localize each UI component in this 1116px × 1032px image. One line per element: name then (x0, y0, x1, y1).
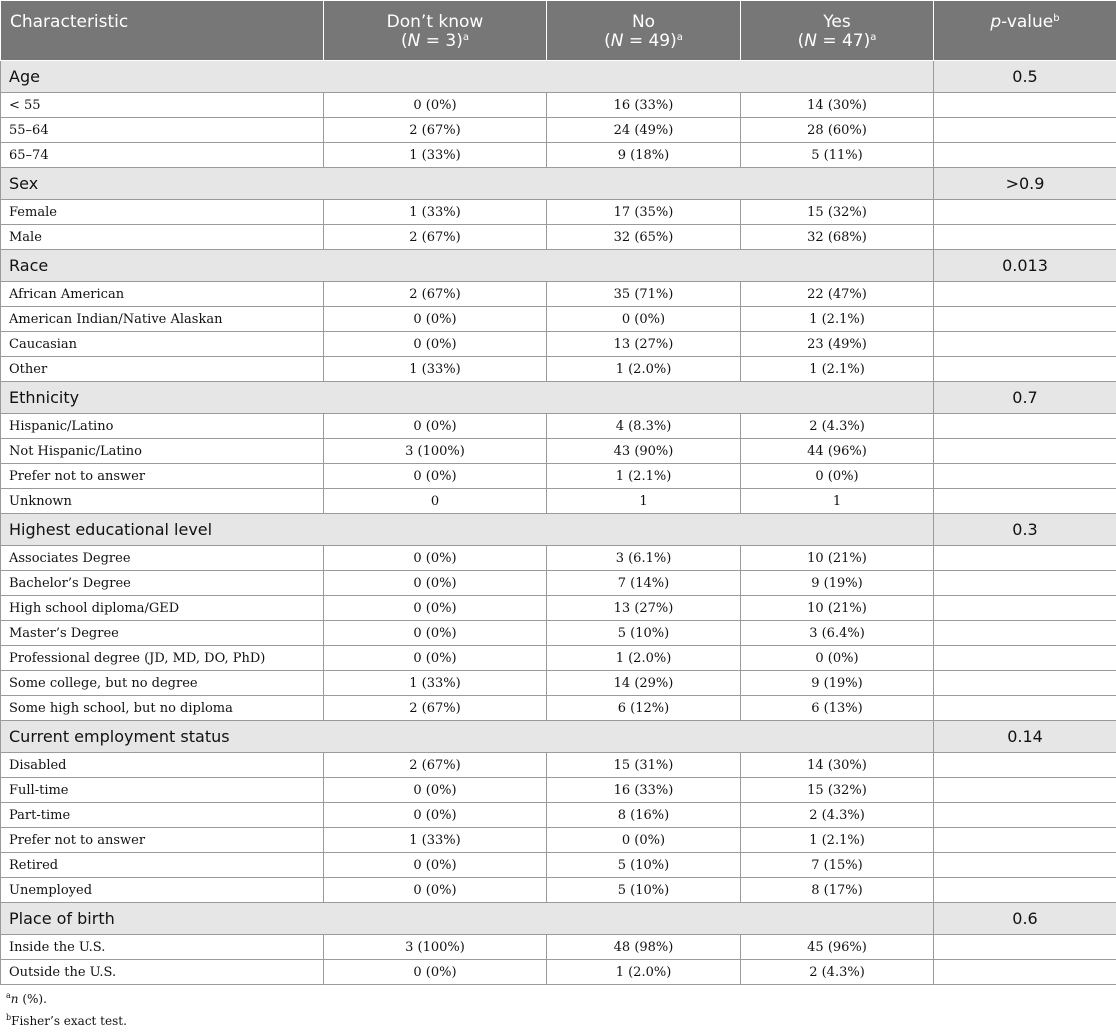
group-label: Place of birth (1, 903, 934, 935)
cell-dont-know: 3 (100%) (324, 439, 547, 464)
cell-yes: 2 (4.3%) (741, 414, 934, 439)
table-row (1, 596, 1116, 621)
footnote-b: $^b$Fisher’s exact test. (6, 1010, 127, 1032)
table-row (1, 696, 1116, 721)
cell-dont-know: 0 (0%) (324, 307, 547, 332)
cell-yes: 2 (4.3%) (741, 960, 934, 985)
footnotes (6, 988, 127, 1032)
header-no: No (N = 49)$^a$ (547, 1, 741, 61)
row-label: Other (1, 357, 324, 382)
table-row (1, 571, 1116, 596)
group-label: Sex (1, 168, 934, 200)
cell-dont-know: 0 (0%) (324, 93, 547, 118)
cell-yes: 14 (30%) (741, 93, 934, 118)
row-label: Prefer not to answer (1, 464, 324, 489)
cell-no: 15 (31%) (547, 753, 741, 778)
cell-yes: 8 (17%) (741, 878, 934, 903)
cell-dont-know: 0 (0%) (324, 596, 547, 621)
cell-yes: 9 (19%) (741, 571, 934, 596)
cell-yes: 1 (2.1%) (741, 357, 934, 382)
group-p-value: 0.6 (934, 903, 1116, 935)
table-row (1, 489, 1116, 514)
table-row (1, 828, 1116, 853)
table-row (1, 853, 1116, 878)
cell-dont-know: 0 (0%) (324, 646, 547, 671)
cell-dont-know: 0 (0%) (324, 621, 547, 646)
table-row (1, 935, 1116, 960)
cell-yes: 14 (30%) (741, 753, 934, 778)
cell-dont-know: 0 (0%) (324, 960, 547, 985)
row-label: African American (1, 282, 324, 307)
cell-p-value-empty (934, 439, 1116, 464)
cell-yes: 22 (47%) (741, 282, 934, 307)
cell-yes: 15 (32%) (741, 200, 934, 225)
table-row (1, 960, 1116, 985)
table-row (1, 803, 1116, 828)
cell-dont-know: 1 (33%) (324, 828, 547, 853)
row-label: 65–74 (1, 143, 324, 168)
cell-p-value-empty (934, 143, 1116, 168)
cell-p-value-empty (934, 778, 1116, 803)
group-row (1, 382, 1116, 414)
table-row (1, 307, 1116, 332)
cell-p-value-empty (934, 960, 1116, 985)
cell-no: 4 (8.3%) (547, 414, 741, 439)
cell-p-value-empty (934, 596, 1116, 621)
cell-dont-know: 1 (33%) (324, 143, 547, 168)
cell-yes: 9 (19%) (741, 671, 934, 696)
cell-dont-know: 2 (67%) (324, 282, 547, 307)
row-label: Some high school, but no diploma (1, 696, 324, 721)
group-label: Highest educational level (1, 514, 934, 546)
cell-p-value-empty (934, 225, 1116, 250)
cell-p-value-empty (934, 935, 1116, 960)
cell-p-value-empty (934, 646, 1116, 671)
cell-no: 5 (10%) (547, 853, 741, 878)
cell-p-value-empty (934, 878, 1116, 903)
cell-no: 17 (35%) (547, 200, 741, 225)
row-label: 55–64 (1, 118, 324, 143)
group-p-value: 0.3 (934, 514, 1116, 546)
cell-no: 1 (2.0%) (547, 960, 741, 985)
table-row (1, 753, 1116, 778)
cell-dont-know: 0 (0%) (324, 414, 547, 439)
cell-dont-know: 2 (67%) (324, 118, 547, 143)
cell-no: 32 (65%) (547, 225, 741, 250)
header-dont-know: Don’t know (N = 3)$^a$ (324, 1, 547, 61)
group-row (1, 61, 1116, 93)
cell-no: 16 (33%) (547, 778, 741, 803)
table-row (1, 200, 1116, 225)
cell-dont-know: 0 (0%) (324, 546, 547, 571)
cell-dont-know: 2 (67%) (324, 753, 547, 778)
row-label: Unemployed (1, 878, 324, 903)
cell-p-value-empty (934, 282, 1116, 307)
group-p-value: 0.5 (934, 61, 1116, 93)
cell-no: 43 (90%) (547, 439, 741, 464)
cell-p-value-empty (934, 621, 1116, 646)
cell-yes: 23 (49%) (741, 332, 934, 357)
cell-p-value-empty (934, 853, 1116, 878)
cell-yes: 7 (15%) (741, 853, 934, 878)
cell-no: 6 (12%) (547, 696, 741, 721)
cell-dont-know: 1 (33%) (324, 357, 547, 382)
cell-yes: 0 (0%) (741, 646, 934, 671)
group-row (1, 721, 1116, 753)
group-row (1, 514, 1116, 546)
cell-p-value-empty (934, 828, 1116, 853)
group-label: Race (1, 250, 934, 282)
table-row (1, 225, 1116, 250)
row-label: Some college, but no degree (1, 671, 324, 696)
cell-no: 0 (0%) (547, 307, 741, 332)
header-yes: Yes (N = 47)$^a$ (741, 1, 934, 61)
row-label: Master’s Degree (1, 621, 324, 646)
row-label: Prefer not to answer (1, 828, 324, 853)
cell-no: 1 (2.1%) (547, 464, 741, 489)
cell-yes: 10 (21%) (741, 596, 934, 621)
group-label: Age (1, 61, 934, 93)
cell-p-value-empty (934, 118, 1116, 143)
cell-yes: 10 (21%) (741, 546, 934, 571)
cell-dont-know: 0 (0%) (324, 853, 547, 878)
cell-dont-know: 0 (0%) (324, 332, 547, 357)
cell-p-value-empty (934, 753, 1116, 778)
cell-no: 35 (71%) (547, 282, 741, 307)
cell-yes: 45 (96%) (741, 935, 934, 960)
row-label: Not Hispanic/Latino (1, 439, 324, 464)
cell-no: 5 (10%) (547, 878, 741, 903)
row-label: American Indian/Native Alaskan (1, 307, 324, 332)
cell-dont-know: 0 (324, 489, 547, 514)
cell-dont-know: 0 (0%) (324, 571, 547, 596)
row-label: Retired (1, 853, 324, 878)
cell-no: 24 (49%) (547, 118, 741, 143)
cell-no: 3 (6.1%) (547, 546, 741, 571)
cell-yes: 28 (60%) (741, 118, 934, 143)
cell-no: 48 (98%) (547, 935, 741, 960)
group-label: Current employment status (1, 721, 934, 753)
table-row (1, 414, 1116, 439)
table-row (1, 878, 1116, 903)
row-label: Male (1, 225, 324, 250)
group-p-value: 0.7 (934, 382, 1116, 414)
cell-p-value-empty (934, 696, 1116, 721)
cell-yes: 32 (68%) (741, 225, 934, 250)
table-row (1, 332, 1116, 357)
table-row (1, 93, 1116, 118)
table-row (1, 646, 1116, 671)
cell-no: 1 (2.0%) (547, 646, 741, 671)
cell-p-value-empty (934, 671, 1116, 696)
cell-dont-know: 1 (33%) (324, 671, 547, 696)
cell-no: 9 (18%) (547, 143, 741, 168)
cell-no: 8 (16%) (547, 803, 741, 828)
cell-p-value-empty (934, 200, 1116, 225)
cell-no: 13 (27%) (547, 596, 741, 621)
table-row (1, 546, 1116, 571)
cell-no: 1 (2.0%) (547, 357, 741, 382)
row-label: Hispanic/Latino (1, 414, 324, 439)
table-header (1, 1, 1116, 61)
group-row (1, 903, 1116, 935)
table-row (1, 464, 1116, 489)
cell-p-value-empty (934, 93, 1116, 118)
cell-dont-know: 3 (100%) (324, 935, 547, 960)
table-body (1, 61, 1116, 985)
cell-no: 7 (14%) (547, 571, 741, 596)
row-label: Disabled (1, 753, 324, 778)
table-row (1, 118, 1116, 143)
cell-no: 1 (547, 489, 741, 514)
footnote-a: $^a$n (%). (6, 988, 127, 1010)
cell-p-value-empty (934, 332, 1116, 357)
header-p-value: p-value$^b$ (934, 1, 1116, 61)
cell-no: 14 (29%) (547, 671, 741, 696)
group-p-value: 0.14 (934, 721, 1116, 753)
cell-no: 16 (33%) (547, 93, 741, 118)
table-row (1, 671, 1116, 696)
cell-yes: 6 (13%) (741, 696, 934, 721)
row-label: Associates Degree (1, 546, 324, 571)
cell-yes: 1 (2.1%) (741, 828, 934, 853)
cell-p-value-empty (934, 414, 1116, 439)
group-row (1, 250, 1116, 282)
cell-p-value-empty (934, 571, 1116, 596)
cell-yes: 5 (11%) (741, 143, 934, 168)
cell-dont-know: 0 (0%) (324, 464, 547, 489)
cell-p-value-empty (934, 357, 1116, 382)
cell-no: 0 (0%) (547, 828, 741, 853)
cell-no: 5 (10%) (547, 621, 741, 646)
cell-p-value-empty (934, 489, 1116, 514)
row-label: Female (1, 200, 324, 225)
group-p-value: 0.013 (934, 250, 1116, 282)
group-p-value: >0.9 (934, 168, 1116, 200)
cell-yes: 1 (741, 489, 934, 514)
row-label: < 55 (1, 93, 324, 118)
cell-p-value-empty (934, 803, 1116, 828)
table-row (1, 357, 1116, 382)
cell-dont-know: 0 (0%) (324, 803, 547, 828)
cell-yes: 3 (6.4%) (741, 621, 934, 646)
group-row (1, 168, 1116, 200)
cell-yes: 0 (0%) (741, 464, 934, 489)
row-label: Caucasian (1, 332, 324, 357)
row-label: Professional degree (JD, MD, DO, PhD) (1, 646, 324, 671)
row-label: Outside the U.S. (1, 960, 324, 985)
row-label: High school diploma/GED (1, 596, 324, 621)
row-label: Part-time (1, 803, 324, 828)
table-row (1, 143, 1116, 168)
cell-p-value-empty (934, 307, 1116, 332)
cell-yes: 15 (32%) (741, 778, 934, 803)
header-characteristic: Characteristic (1, 1, 324, 61)
cell-p-value-empty (934, 464, 1116, 489)
cell-yes: 2 (4.3%) (741, 803, 934, 828)
row-label: Unknown (1, 489, 324, 514)
cell-dont-know: 2 (67%) (324, 225, 547, 250)
cell-no: 13 (27%) (547, 332, 741, 357)
cell-dont-know: 0 (0%) (324, 878, 547, 903)
header-row (1, 1, 1116, 61)
table-row (1, 621, 1116, 646)
cell-yes: 44 (96%) (741, 439, 934, 464)
cell-dont-know: 2 (67%) (324, 696, 547, 721)
group-label: Ethnicity (1, 382, 934, 414)
row-label: Full-time (1, 778, 324, 803)
cell-p-value-empty (934, 546, 1116, 571)
cell-yes: 1 (2.1%) (741, 307, 934, 332)
table-row (1, 439, 1116, 464)
row-label: Inside the U.S. (1, 935, 324, 960)
table-row (1, 282, 1116, 307)
cell-dont-know: 1 (33%) (324, 200, 547, 225)
row-label: Bachelor’s Degree (1, 571, 324, 596)
cell-dont-know: 0 (0%) (324, 778, 547, 803)
table-row (1, 778, 1116, 803)
